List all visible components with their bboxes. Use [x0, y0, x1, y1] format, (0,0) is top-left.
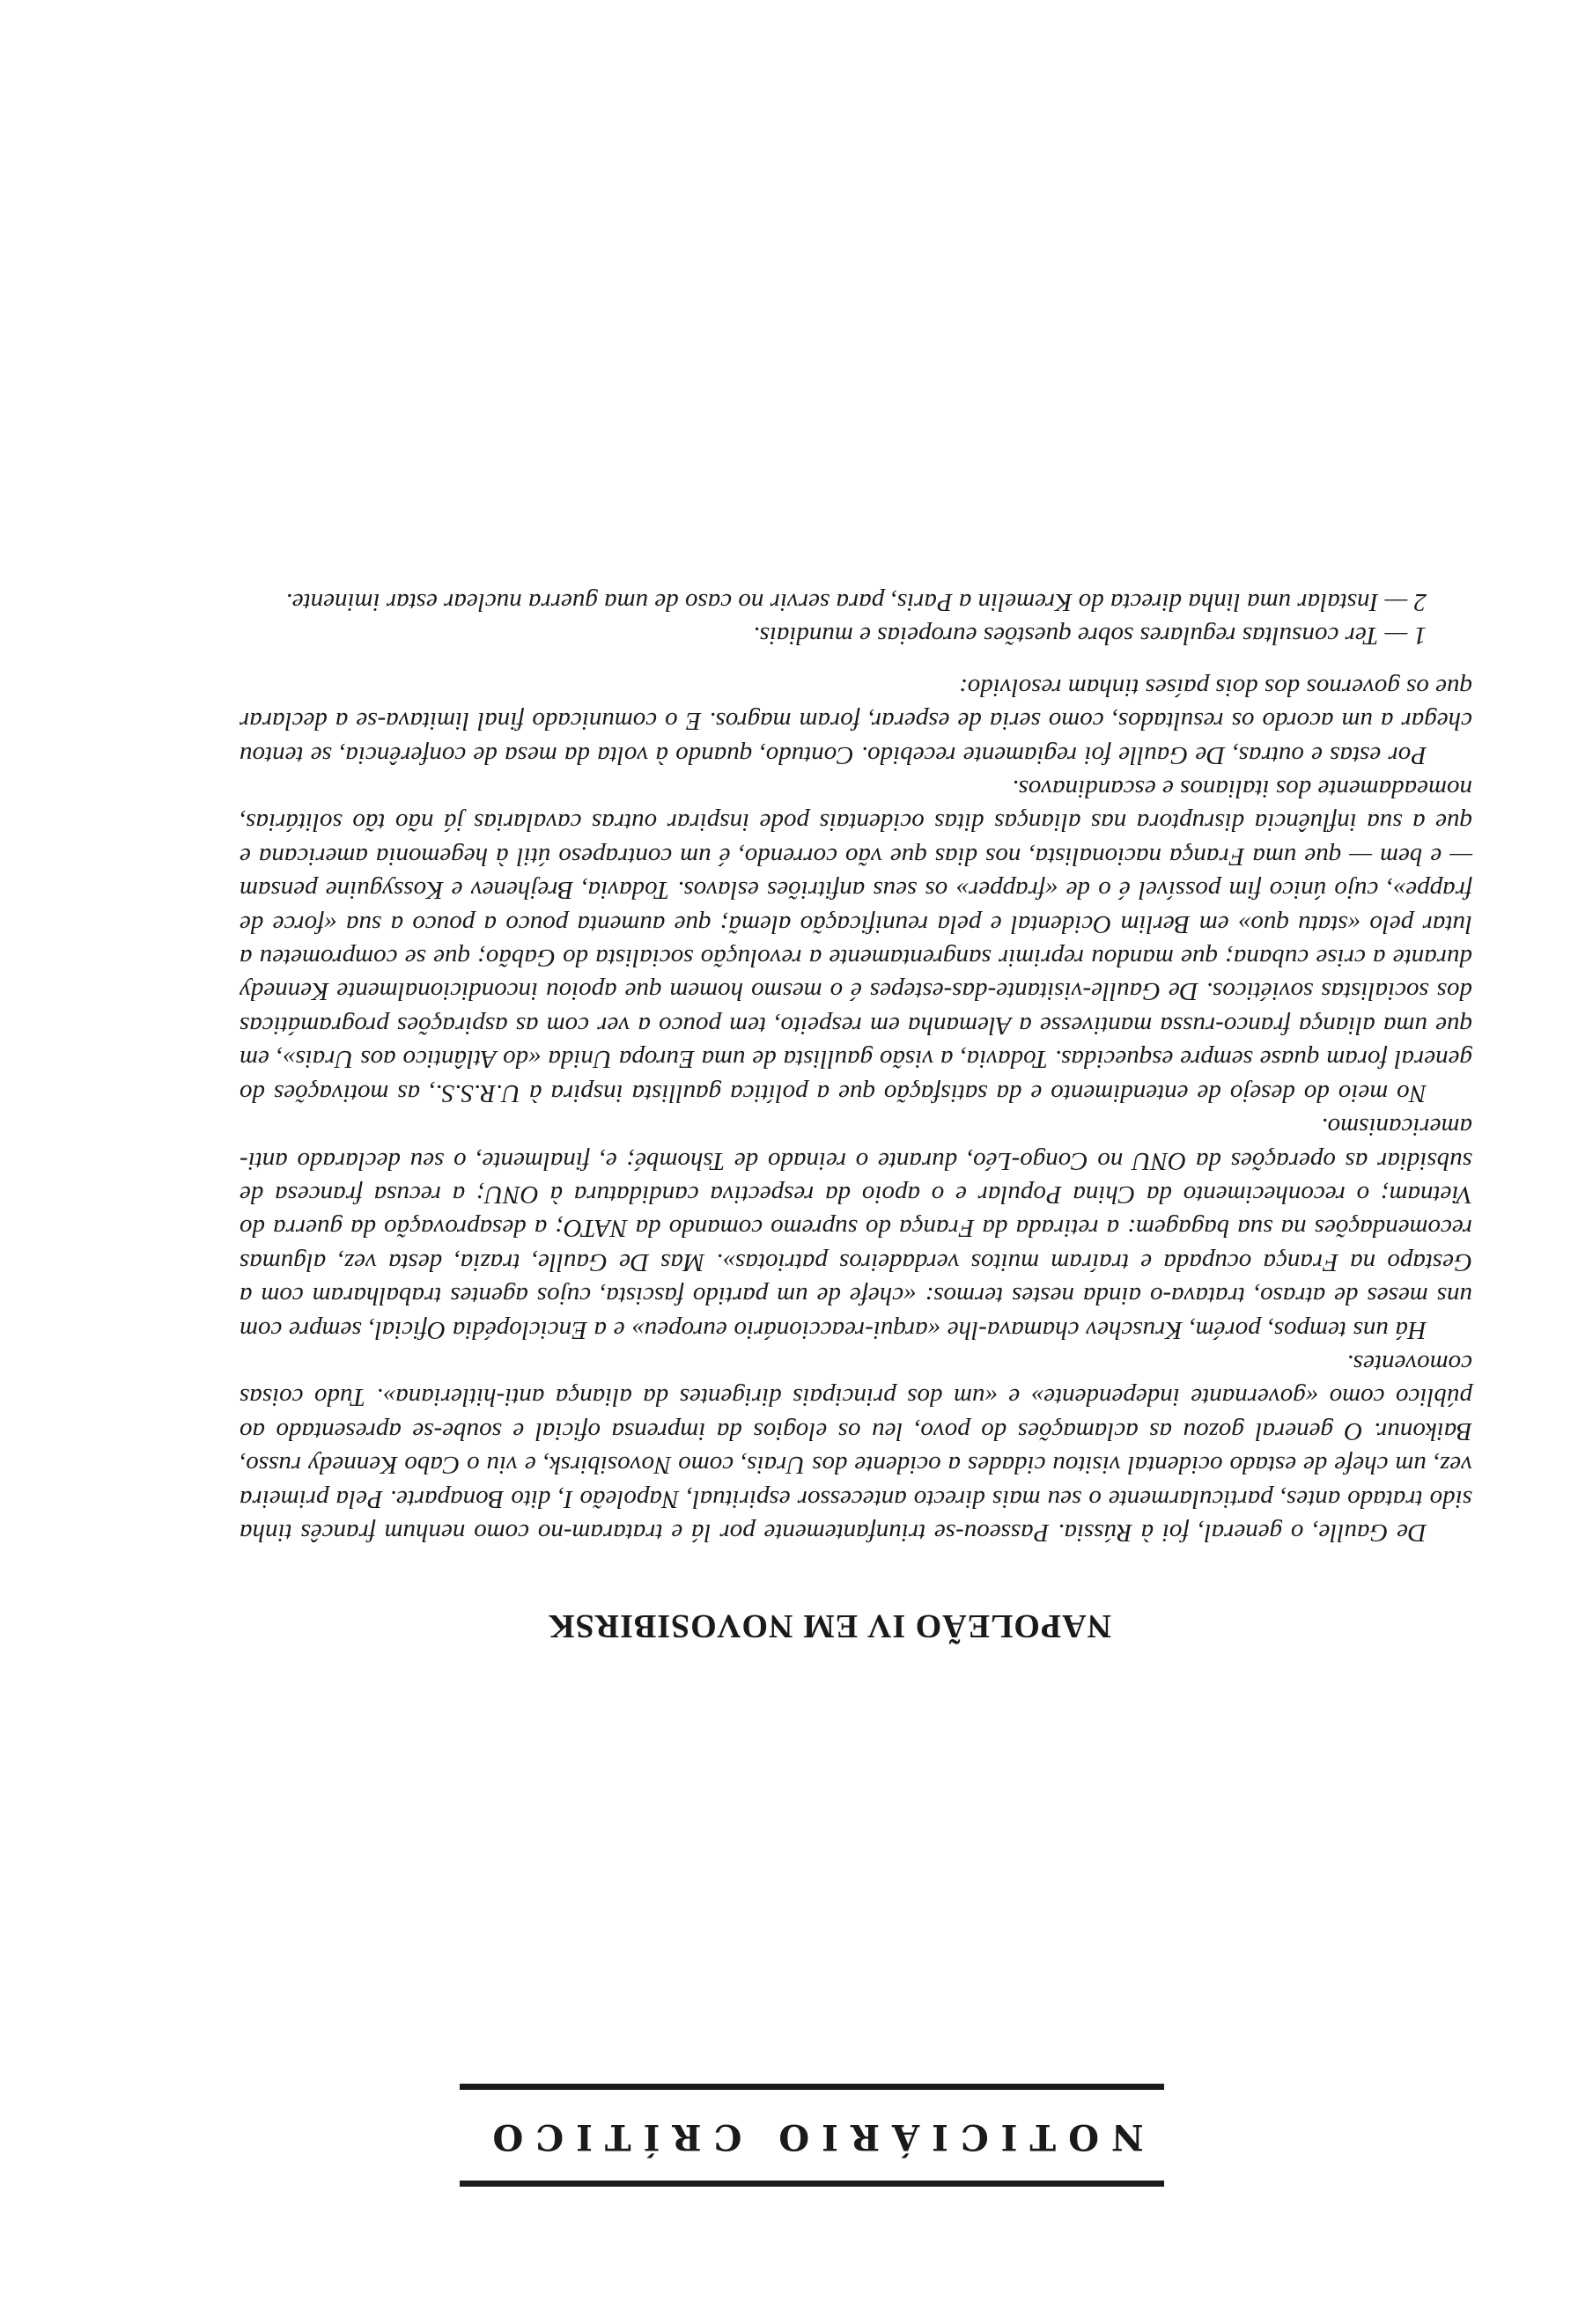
section-header	[446, 2084, 1177, 2187]
paragraph: No meio do desejo de entendimento e da satisfação que a política gaullista inspira à U.R.S.S., as motivações do general foram quase sempre esquecidas. Todavia, a visão gaullista de uma Europa Unida «do Atlântico aos Urais», em que uma aliança franco-russa mantivesse a Alemanha em respeito, tem pouco a ver com as aspirações programáticas dos socialistas soviéticos. De Gaulle-visitante-das-estepes é o mesmo homem que apoiou incondicionalmente Kennedy durante a crise cubana; que mandou reprimir sangrentamente a revolução socialista do Gabão; que se comprometeu a lutar pelo «statu quo» em Berlim Ocidental e pela reunificação alemã; que aumenta pouco a pouco a sua «force de frappe», cujo único fim possível é o de «frapper» os seus anfitriões eslavos. Todavia, Brejhenev e Kossyguine pensam — e bem — que uma França nacionalista, nos dias que vão correndo, é um contrapeso útil à hegemonia americana e que a sua influência disruptora nas alianças ditas ocidentais pode inspirar outras cavalarias já não tão solitárias, nomeadamente dos italianos e escandinavos.	[240, 775, 1472, 1107]
section-title: NOTICIÁRIO CRÍTICO	[480, 2116, 1144, 2158]
paragraph: De Gaulle, o general, foi à Rússia. Passeou-se triunfantemente por lá e trataram-no como nenhum francês tinha sido tratado antes, particularmente o seu mais directo antecessor espiritual, Napoleão I, dito Bonaparte. Pela primeira vez, um chefe de estado ocidental visitou cidades a ocidente dos Urais, como Novosibirsk, e viu o Cabo Kennedy russo, Baikonur. O general gozou as aclamações do povo, leu os elogios da imprensa oficial e soube-se apresentado ao público como «governante independente» e «um dos principais dirigentes da aliança anti-hitleriana». Tudo coisas comoventes.	[240, 1349, 1472, 1547]
bottom-rule	[460, 2084, 1164, 2090]
article-body	[240, 585, 1472, 1549]
paragraph: Por estas e outras, De Gaulle foi regiamente recebido. Contudo, quando à volta da mesa de conferência, se tentou chegar a um acordo os resultados, como seria de esperar, foram magros. E o comunicado final limitava-se a declarar que os governos dos dois países tinham resolvido:	[240, 673, 1472, 769]
top-rule	[460, 2181, 1164, 2187]
article-title: NAPOLEÃO IV EM NOVOSIBIRSK	[547, 1607, 1112, 1644]
paragraph: Há uns tempos, porém, Kruschev chamava-lhe «arqui-reaccionário europeu» e a Enciclopédia Oficial, sempre com uns meses de atraso, tratava-o ainda nestes termos: «chefe de um partido fascista, cujos agentes trabalharam com a Gestapo na França ocupada e traíram muitos verdadeiros patriotas». Mas De Gaulle, trazia, desta vez, algumas recomendações na sua bagagem: a retirada da França do supremo comando da NATO; a desaprovação da guerra do Vietnam; o reconhecimento da China Popular e o apoio da respectiva candidatura à ONU; a recusa francesa de subsidiar as operações da ONU no Congo-Léo, durante o reinado de Tshombé; e, finalmente, o seu declarado anti-americanismo.	[240, 1113, 1472, 1344]
list-item: 1 — Ter consultas regulares sobre questões europeias e mundiais.	[753, 621, 1427, 651]
list-item: 2 — Instalar uma linha directa do Kremelin a Paris, para servir no caso de uma guerra nuclear estar iminente.	[285, 588, 1427, 617]
